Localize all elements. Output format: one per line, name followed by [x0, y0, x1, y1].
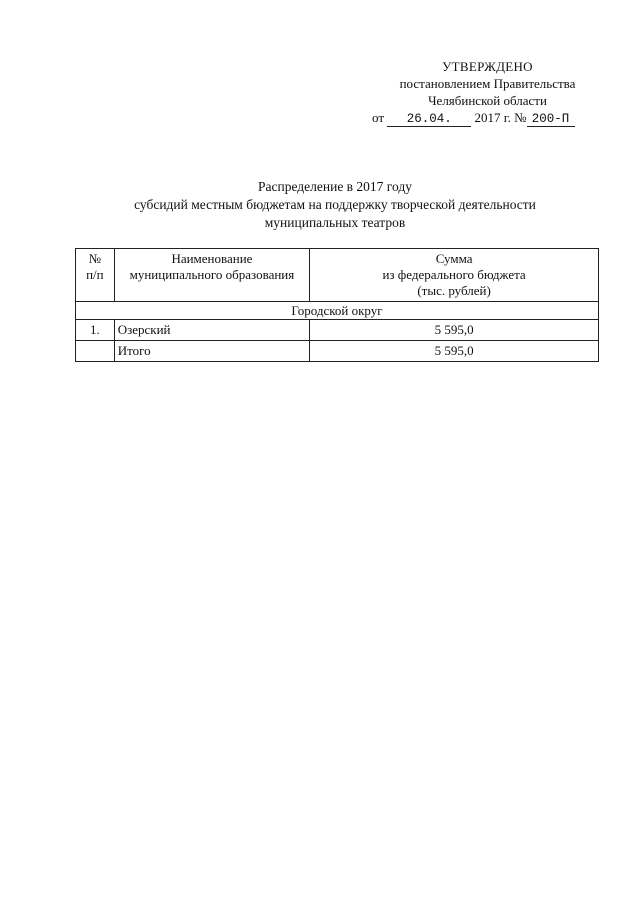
header-number — [76, 249, 115, 302]
header-number-line-1: № — [88, 251, 102, 266]
total-row — [76, 341, 599, 362]
header-name — [114, 249, 310, 302]
header-number-line-2: п/п — [86, 267, 104, 282]
header-sum — [310, 249, 599, 302]
approval-line-1: постановлением Правительства — [399, 76, 576, 91]
title-line-3: муниципальных театров — [264, 215, 406, 230]
total-label: Итого — [114, 341, 310, 362]
title-line-1: Распределение в 2017 году — [258, 179, 412, 194]
approval-date: 26.04. — [387, 112, 471, 127]
total-empty-cell — [76, 341, 115, 362]
group-label: Городской округ — [76, 302, 599, 320]
header-sum-line-2: из федерального бюджета — [382, 267, 526, 282]
header-sum-line-1: Сумма — [435, 251, 473, 266]
row-name: Озерский — [114, 320, 310, 341]
table-row — [76, 320, 599, 341]
row-sum: 5 595,0 — [310, 320, 599, 341]
row-number: 1. — [76, 320, 115, 341]
document-title — [70, 178, 600, 232]
group-row — [76, 302, 599, 320]
date-prefix: от — [372, 110, 385, 125]
header-sum-line-3: (тыс. рублей) — [417, 283, 491, 298]
table-header-row — [76, 249, 599, 302]
approval-year: 2017 г. № — [474, 110, 527, 125]
approval-stamp — [355, 58, 620, 127]
approval-number: 200-П — [527, 112, 575, 127]
title-line-2: субсидий местным бюджетам на поддержку творческой деятельности — [134, 197, 536, 212]
header-name-line-2: муниципального образования — [129, 267, 295, 282]
approval-title: УТВЕРЖДЕНО — [442, 59, 533, 74]
header-name-line-1: Наименование — [171, 251, 253, 266]
approval-date-line — [372, 109, 620, 127]
total-sum: 5 595,0 — [310, 341, 599, 362]
distribution-table — [75, 248, 599, 362]
approval-line-2: Челябинской области — [428, 93, 547, 108]
